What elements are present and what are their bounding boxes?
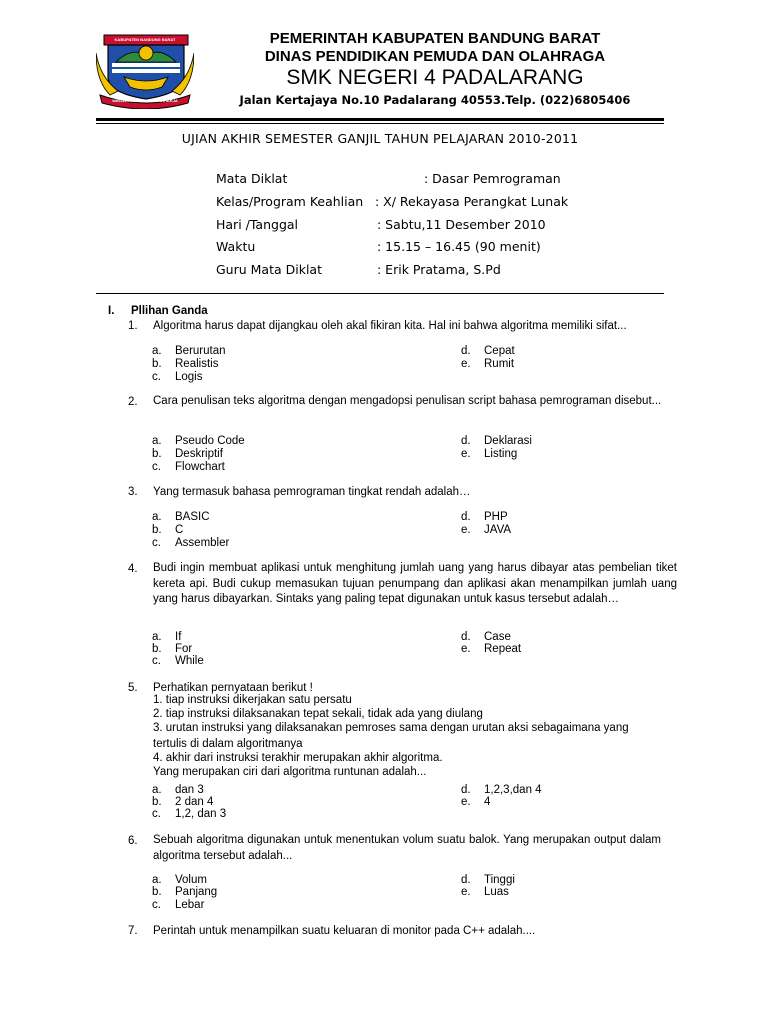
option-text: Case <box>484 631 511 643</box>
option-item <box>152 524 183 537</box>
info-label: Waktu <box>216 239 256 255</box>
option-item <box>152 655 204 668</box>
option-item <box>152 435 245 448</box>
option-text: Berurutan <box>175 345 226 357</box>
option-letter: d. <box>461 511 471 523</box>
option-letter: d. <box>461 345 471 357</box>
logo-bottom-text: WIBAWA MUKTI KERTA RAHARJA <box>112 98 178 103</box>
option-item <box>152 461 225 474</box>
question-number: 4. <box>128 563 138 575</box>
option-letter: c. <box>152 655 161 667</box>
option-item <box>152 537 229 550</box>
option-item <box>461 435 532 448</box>
letterhead-department: DINAS PENDIDIKAN PEMUDA DAN OLAHRAGA <box>264 48 606 65</box>
option-text: JAVA <box>484 524 512 536</box>
option-item <box>461 643 521 656</box>
option-item <box>152 448 223 461</box>
info-separator <box>96 293 664 294</box>
option-text: Assembler <box>175 537 230 549</box>
option-text: For <box>175 643 193 655</box>
letterhead-school: SMK NEGERI 4 PADALARANG <box>286 66 584 89</box>
option-letter: d. <box>461 631 471 643</box>
option-text: BASIC <box>175 511 210 523</box>
option-item <box>461 358 514 371</box>
option-text: dan 3 <box>175 784 204 796</box>
section-title: Pllihan Ganda <box>131 305 208 317</box>
option-text: Deklarasi <box>484 435 532 447</box>
info-label: Kelas/Program Keahlian <box>216 193 364 209</box>
option-item <box>152 899 204 912</box>
question-number: 3. <box>128 486 138 498</box>
info-value: : 15.15 – 16.45 (90 menit) <box>377 239 541 255</box>
question-text: Perhatikan pernyataan berikut ! <box>153 682 313 694</box>
section-number: I. <box>108 305 115 317</box>
option-item <box>461 524 511 537</box>
option-text: Flowchart <box>175 461 225 473</box>
option-letter: d. <box>461 435 471 447</box>
option-text: Deskriptif <box>175 448 223 460</box>
option-letter: a. <box>152 784 162 796</box>
option-text: Rumit <box>484 358 515 370</box>
option-letter: d. <box>461 784 471 796</box>
option-text: 1,2, dan 3 <box>175 808 227 820</box>
option-letter: e. <box>461 796 471 808</box>
option-letter: c. <box>152 899 161 911</box>
option-letter: c. <box>152 371 161 383</box>
option-letter: b. <box>152 643 162 655</box>
option-letter: e. <box>461 886 471 898</box>
info-label: Mata Diklat <box>216 171 288 186</box>
option-letter: a. <box>152 435 162 447</box>
info-label: Guru Mata Diklat <box>216 262 322 278</box>
option-letter: e. <box>461 448 471 460</box>
question-prompt: Yang merupakan ciri dari algoritma runtunan adalah... <box>153 765 427 778</box>
option-text: Tinggi <box>484 874 515 886</box>
question-number: 5. <box>128 682 138 694</box>
question-text: Sebuah algoritma digunakan untuk menentukan volum suatu balok. Yang merupakan output dalam algoritma tersebut adalah... <box>153 834 661 862</box>
option-text: If <box>175 631 182 643</box>
info-label: Hari /Tanggal <box>216 216 299 232</box>
option-text: 1,2,3,dan 4 <box>484 784 542 796</box>
option-item <box>461 345 515 358</box>
option-letter: a. <box>152 511 162 523</box>
question-text: Budi ingin membuat aplikasi untuk menghitung jumlah uang yang harus dibayar atas pembelian tiket kereta api. Budi cukup memasukan tujuan penumpang dan aplikasi akan menampilkan jumlah uang yang harus dibayarkan. Sintaks yang paling tepat digunakan untuk kasus tersebut adalah… <box>153 562 677 605</box>
option-item <box>461 886 509 899</box>
question-text: Algoritma harus dapat dijangkau oleh akal fikiran kita. Hal ini bahwa algoritma memiliki sifat... <box>153 320 627 332</box>
option-letter: b. <box>152 524 162 536</box>
option-item <box>461 796 490 809</box>
question-number: 7. <box>128 925 138 937</box>
option-text: Volum <box>175 874 207 886</box>
option-text: Pseudo Code <box>175 435 245 447</box>
question-text: Perintah untuk menampilkan suatu keluaran di monitor pada C++ adalah.... <box>153 925 536 937</box>
option-letter: c. <box>152 537 161 549</box>
option-letter: c. <box>152 808 161 820</box>
option-letter: e. <box>461 358 471 370</box>
info-value: : Dasar Pemrograman <box>424 171 561 186</box>
letterhead <box>200 30 670 108</box>
info-value: : Sabtu,11 Desember 2010 <box>377 216 546 232</box>
option-letter: a. <box>152 345 162 357</box>
option-letter: a. <box>152 631 162 643</box>
option-text: While <box>175 655 204 667</box>
option-letter: a. <box>152 874 162 886</box>
option-text: Panjang <box>175 886 218 898</box>
option-text: Cepat <box>484 345 515 357</box>
option-item <box>461 448 517 461</box>
option-text: Lebar <box>175 899 205 911</box>
option-item <box>152 808 226 821</box>
option-item <box>461 511 508 524</box>
option-letter: b. <box>152 358 162 370</box>
option-letter: e. <box>461 643 471 655</box>
option-item <box>152 886 217 899</box>
option-letter: b. <box>152 796 162 808</box>
info-value: : Erik Pratama, S.Pd <box>377 262 501 278</box>
option-item <box>152 358 218 371</box>
letterhead-address: Jalan Kertajaya No.10 Padalarang 40553.Telp. (022)6805406 <box>239 93 631 107</box>
option-text: 4 <box>484 796 491 808</box>
option-item <box>152 371 203 384</box>
statement-item: 1. tiap instruksi dikerjakan satu persatu <box>153 694 352 706</box>
header-rule-thin <box>96 123 664 124</box>
statement-item: 2. tiap instruksi dilaksanakan tepat sekali, tidak ada yang diulang <box>153 707 483 720</box>
option-text: Logis <box>175 371 203 383</box>
option-item <box>152 345 226 358</box>
option-text: Listing <box>484 448 518 460</box>
question-text: Yang termasuk bahasa pemrograman tingkat rendah adalah… <box>153 486 471 498</box>
option-text: C <box>175 524 184 536</box>
option-text: Realistis <box>175 358 219 370</box>
option-letter: d. <box>461 874 471 886</box>
statement-item: 4. akhir dari instruksi terakhir merupakan akhir algoritma. <box>153 752 443 764</box>
logo-top-text: KABUPATEN BANDUNG BARAT <box>114 37 176 42</box>
exam-title: UJIAN AKHIR SEMESTER GANJIL TAHUN PELAJARAN 2010-2011 <box>181 131 579 146</box>
question-text: Cara penulisan teks algoritma dengan mengadopsi penulisan script bahasa pemrograman disebut... <box>153 395 662 407</box>
option-letter: c. <box>152 461 161 473</box>
option-text: Luas <box>484 886 509 898</box>
question-number: 6. <box>128 835 138 847</box>
option-letter: b. <box>152 886 162 898</box>
option-letter: e. <box>461 524 471 536</box>
option-item <box>152 511 210 524</box>
statement-item: 3. urutan instruksi yang dilaksanakan pemroses sama dengan urutan aksi sebagaimana yang tertulis di dalam algoritmanya <box>153 722 629 750</box>
question-number: 1. <box>128 320 138 332</box>
option-text: Repeat <box>484 643 522 655</box>
letterhead-government: PEMERINTAH KABUPATEN BANDUNG BARAT <box>269 30 601 47</box>
option-letter: b. <box>152 448 162 460</box>
info-value: : X/ Rekayasa Perangkat Lunak <box>375 193 569 209</box>
option-text: PHP <box>484 511 508 523</box>
option-text: 2 dan 4 <box>175 796 214 808</box>
statement-list <box>153 694 653 779</box>
question-number: 2. <box>128 396 138 408</box>
header-rule-thick <box>96 118 664 121</box>
